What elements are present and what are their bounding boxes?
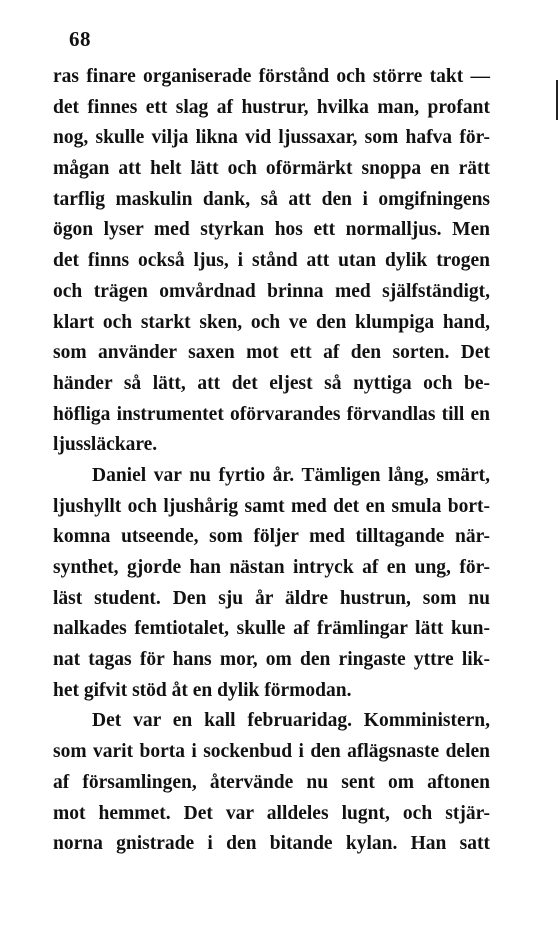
page-number: 68 bbox=[69, 27, 91, 51]
text-line: som varit borta i sockenbud i den aflägsnaste delen bbox=[53, 741, 490, 763]
text-line: klart och starkt sken, och ve den klumpiga hand, bbox=[53, 311, 490, 333]
text-line: tarflig maskulin dank, så att den i omgifningens bbox=[53, 188, 490, 210]
text-line: som använder saxen mot ett af den sorten. Det bbox=[53, 342, 490, 364]
text-line: af församlingen, återvände nu sent om aftonen bbox=[53, 771, 490, 793]
text-line: het gifvit stöd åt en dylik förmodan. bbox=[53, 679, 352, 701]
text-line: Det var en kall februaridag. Komministern, bbox=[92, 710, 490, 732]
page-edge-mark bbox=[556, 80, 558, 120]
text-line: nog, skulle vilja likna vid ljussaxar, som hafva för- bbox=[53, 127, 490, 149]
text-line: ögon lyser med styrkan hos ett normalljus. Men bbox=[53, 219, 490, 241]
body-text bbox=[53, 62, 490, 860]
text-line: nat tagas för hans mor, om den ringaste yttre lik- bbox=[53, 649, 490, 671]
text-line: händer så lätt, att det eljest så nyttiga och be- bbox=[53, 372, 490, 394]
text-line: nalkades femtiotalet, skulle af främlingar lätt kun- bbox=[53, 618, 490, 640]
text-line: mågan att helt lätt och oförmärkt snoppa en rätt bbox=[53, 158, 490, 180]
text-line: och trägen omvårdnad brinna med själfständigt, bbox=[53, 280, 490, 302]
text-line: ras finare organiserade förstånd och större takt — bbox=[53, 66, 490, 87]
text-line: synthet, gjorde han nästan intryck af en ung, för- bbox=[53, 557, 490, 578]
text-line: komna utseende, som följer med tilltagande när- bbox=[53, 526, 490, 548]
text-line: läst student. Den sju år äldre hustrun, som nu bbox=[53, 587, 490, 609]
text-line: mot hemmet. Det var alldeles lugnt, och stjär- bbox=[53, 802, 490, 824]
text-line: ljussläckare. bbox=[53, 434, 158, 456]
text-line: ljushyllt och ljushårig samt med det en smula bort- bbox=[53, 495, 490, 517]
text-line: höfliga instrumentet oförvarandes förvandlas till en bbox=[53, 403, 490, 425]
text-line: det finns också ljus, i stånd att utan dylik trogen bbox=[53, 250, 490, 272]
text-line: norna gnistrade i den bitande kylan. Han satt bbox=[53, 833, 490, 855]
text-line: Daniel var nu fyrtio år. Tämligen lång, smärt, bbox=[92, 464, 490, 486]
text-line: det finnes ett slag af hustrur, hvilka man, profant bbox=[53, 96, 490, 118]
